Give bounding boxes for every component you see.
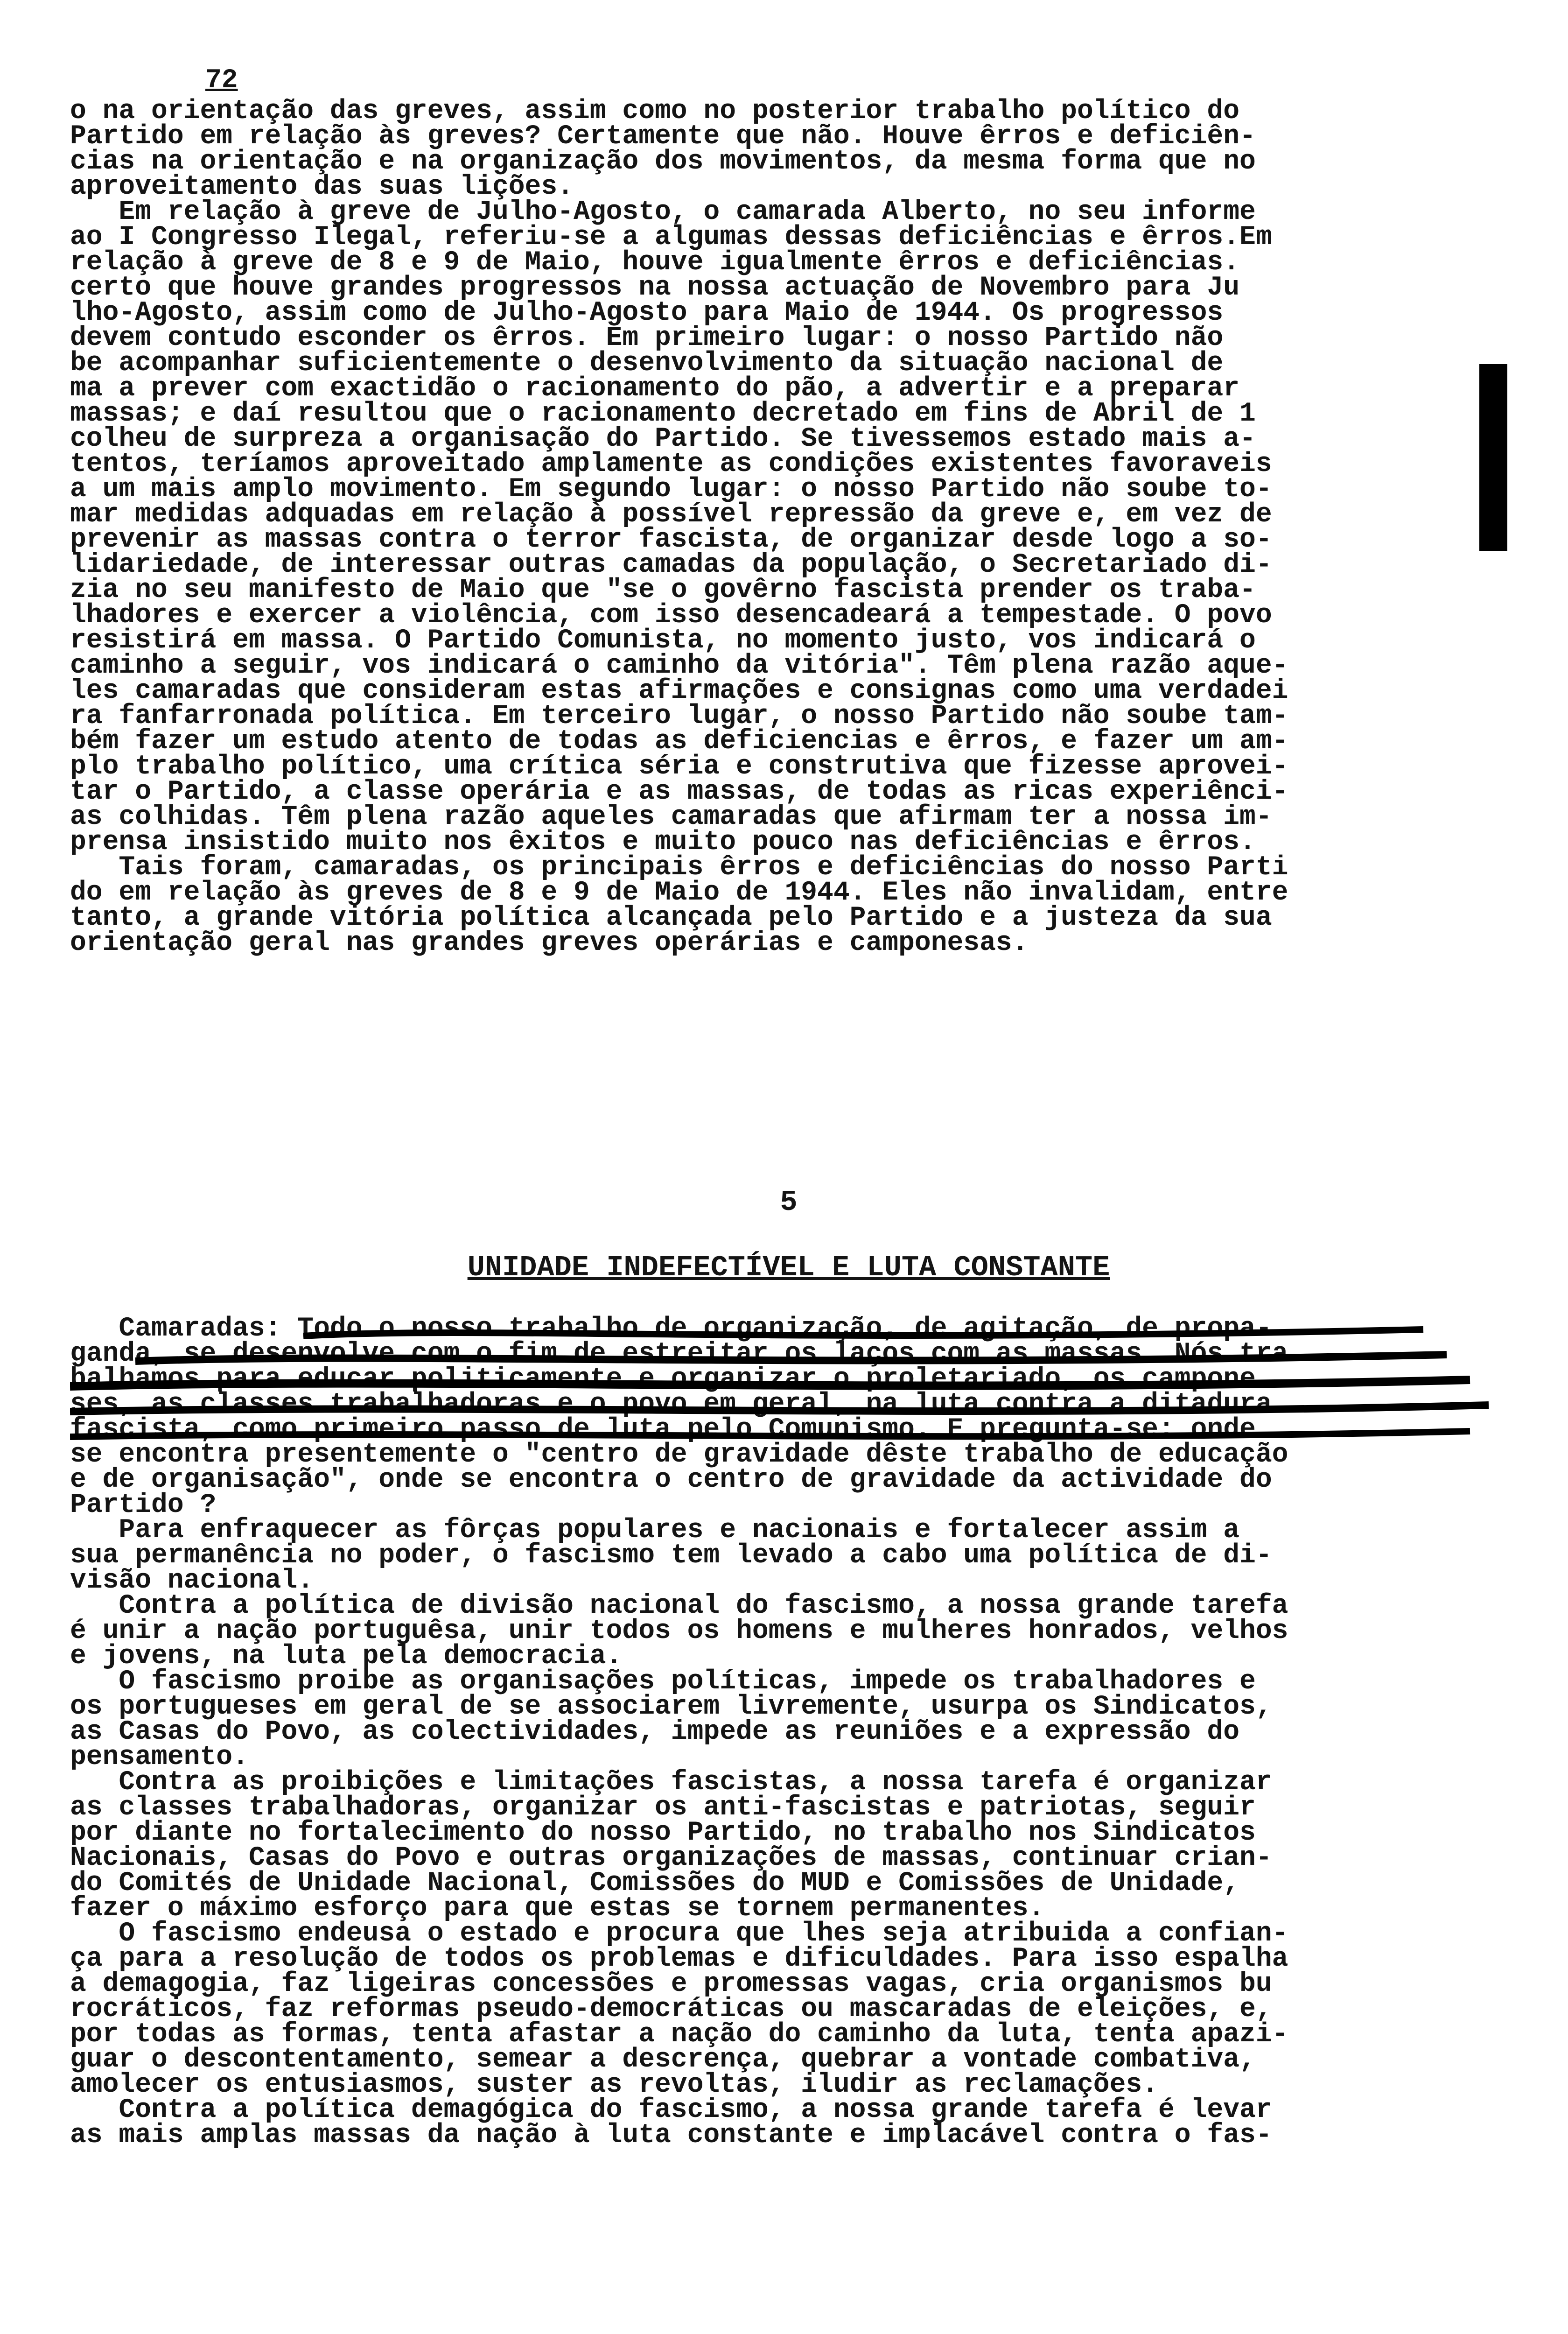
section-number: 5 <box>780 1186 798 1219</box>
text-line: as Casas do Povo, as colectividades, impede as reuniões e a expressão do <box>70 1717 1240 1747</box>
text-line: sua permanência no poder, o fascismo tem levado a cabo uma política de di- <box>70 1540 1272 1571</box>
text-line: be acompanhar suficientemente o desenvolvimento da situação nacional de <box>70 348 1224 379</box>
text-line: ses, as classes trabalhadoras e o povo em geral, na luta contra a ditadura <box>70 1389 1272 1420</box>
text-line: cias na orientação e na organização dos movimentos, da mesma forma que no <box>70 147 1256 177</box>
text-line: mar medidas adquadas em relação à possível repressão da greve e, em vez de <box>70 499 1272 530</box>
text-line: aproveitamento das suas lições. <box>70 172 574 202</box>
text-line: por diante no fortalecimento do nosso Partido, no trabalho nos Sindicatos <box>70 1818 1256 1848</box>
text-line: relação à greve de 8 e 9 de Maio, houve igualmente êrros e deficiências. <box>70 247 1240 278</box>
text-line: e jovens, na luta pela democracia. <box>70 1641 623 1672</box>
text-line: visão nacional. <box>70 1566 314 1596</box>
text-line: Nacionais, Casas do Povo e outras organizações de massas, continuar crian- <box>70 1843 1272 1873</box>
text-line: Camaradas: Todo o nosso trabalho de organização, de agitação, de propa- <box>70 1314 1272 1344</box>
text-line: do em relação às greves de 8 e 9 de Maio de 1944. Eles não invalidam, entre <box>70 878 1288 908</box>
text-line: massas; e daí resultou que o racionamento decretado em fins de Abril de 1 <box>70 399 1256 429</box>
text-line: é unir a nação portuguêsa, unir todos os homens e mulheres honrados, velhos <box>70 1616 1288 1646</box>
text-line: Contra as proibições e limitações fascistas, a nossa tarefa é organizar <box>70 1767 1272 1798</box>
text-line: lho-Agosto, assim como de Julho-Agosto para Maio de 1944. Os progressos <box>70 298 1224 328</box>
text-line: ganda, se desenvolve com o fim de estreitar os laços com as massas. Nós tra <box>70 1339 1288 1369</box>
text-line: bém fazer um estudo atento de todas as deficiencias e êrros, e fazer um am- <box>70 726 1288 757</box>
text-line: prensa insistido muito nos êxitos e muito pouco nas deficiências e êrros. <box>70 827 1256 858</box>
document-page <box>70 65 1507 2334</box>
text-line: resistirá em massa. O Partido Comunista, no momento justo, vos indicará o <box>70 626 1256 656</box>
text-line: zia no seu manifesto de Maio que "se o govêrno fascista prender os traba- <box>70 575 1256 605</box>
text-line: ra fanfarronada política. Em terceiro lugar, o nosso Partido não soube tam- <box>70 701 1288 731</box>
text-line: ça para a resolução de todos os problemas e dificuldades. Para isso espalha <box>70 1944 1288 1974</box>
text-line: as mais amplas massas da nação à luta constante e implacável contra o fas- <box>70 2120 1272 2151</box>
text-line: ma a prever com exactidão o racionamento do pão, a advertir e a preparar <box>70 373 1240 404</box>
text-line: certo que houve grandes progressos na nossa actuação de Novembro para Ju <box>70 273 1240 303</box>
text-line: as classes trabalhadoras, organizar os anti-fascistas e patriotas, seguir <box>70 1793 1256 1823</box>
text-line: por todas as formas, tenta afastar a nação do caminho da luta, tenta apazi- <box>70 2019 1288 2050</box>
text-line: les camaradas que consideram estas afirmações e consignas como uma verdadei <box>70 676 1288 706</box>
text-line: se encontra presentemente o "centro de gravidade dêste trabalho de educação <box>70 1440 1288 1470</box>
body-text-lower <box>70 1314 1507 2151</box>
text-line: colheu de surpreza a organisação do Partido. Se tivessemos estado mais a- <box>70 424 1256 454</box>
text-line: Contra a política de divisão nacional do fascismo, a nossa grande tarefa <box>70 1591 1288 1621</box>
text-line: pensamento. <box>70 1742 249 1772</box>
text-line: tentos, teríamos aproveitado amplamente as condições existentes favoraveis <box>70 449 1272 479</box>
text-line: prevenir as massas contra o terror fascista, de organizar desde logo a so- <box>70 525 1272 555</box>
body-text-upper <box>70 96 1507 958</box>
text-line: orientação geral nas grandes greves operárias e camponesas. <box>70 928 1029 958</box>
text-line: o na orientação das greves, assim como no posterior trabalho político do <box>70 96 1240 127</box>
text-line: balhamos para educar politicamente e organizar o proletariado, os campone <box>70 1364 1256 1394</box>
text-line: devem contudo esconder os êrros. Em primeiro lugar: o nosso Partido não <box>70 323 1224 353</box>
text-line: amolecer os entusiasmos, suster as revoltas, iludir as reclamações. <box>70 2070 1158 2100</box>
text-line: do Comités de Unidade Nacional, Comissões do MUD e Comissões de Unidade, <box>70 1868 1240 1898</box>
text-line: rocráticos, faz reformas pseudo-democráticas ou mascaradas de eleições, e, <box>70 1994 1272 2025</box>
text-line: Tais foram, camaradas, os principais êrros e deficiências do nosso Parti <box>70 852 1288 883</box>
text-line: O fascismo proibe as organisações políticas, impede os trabalhadores e <box>70 1666 1256 1697</box>
text-line: plo trabalho político, uma crítica séria e construtiva que fizesse aprovei- <box>70 752 1288 782</box>
redaction-mark <box>1479 364 1507 551</box>
text-line: tar o Partido, a classe operária e as massas, de todas as ricas experiênci- <box>70 777 1288 807</box>
page-number: 72 <box>205 65 238 96</box>
text-line: os portugueses em geral de se associarem livremente, usurpa os Sindicatos, <box>70 1692 1272 1722</box>
text-line: Para enfraquecer as fôrças populares e nacionais e fortalecer assim a <box>70 1515 1240 1546</box>
text-line: ao I Congresso Ilegal, referiu-se a algumas dessas deficiências e êrros.Em <box>70 222 1272 253</box>
text-line: lhadores e exercer a violência, com isso desencadeará a tempestade. O povo <box>70 600 1272 631</box>
text-line: Contra a política demagógica do fascismo, a nossa grande tarefa é levar <box>70 2095 1272 2125</box>
text-line: a um mais amplo movimento. Em segundo lugar: o nosso Partido não soube to- <box>70 474 1272 505</box>
section-title: UNIDADE INDEFECTÍVEL E LUTA CONSTANTE <box>467 1251 1110 1284</box>
text-line: as colhidas. Têm plena razão aqueles camaradas que afirmam ter a nossa im- <box>70 802 1272 832</box>
text-line: lidariedade, de interessar outras camadas da população, o Secretariado di- <box>70 550 1272 580</box>
text-line: tanto, a grande vitória política alcançada pelo Partido e a justeza da sua <box>70 903 1272 933</box>
text-line: O fascismo endeusa o estado e procura que lhes seja atribuida a confian- <box>70 1919 1288 1949</box>
text-line: e de organisação", onde se encontra o centro de gravidade da actividade do <box>70 1465 1272 1495</box>
text-line: Partido em relação às greves? Certamente que não. Houve êrros e deficiên- <box>70 121 1256 152</box>
text-line: Em relação à greve de Julho-Agosto, o camarada Alberto, no seu informe <box>70 197 1256 227</box>
text-line: guar o descontentamento, semear a descrença, quebrar a vontade combativa, <box>70 2045 1256 2075</box>
text-line: fascista, como primeiro passo de luta pelo Comunismo. E pregunta-se: onde <box>70 1414 1256 1445</box>
text-line: fazer o máximo esforço para que estas se tornem permanentes. <box>70 1893 1045 1924</box>
text-line: Partido ? <box>70 1490 217 1520</box>
text-line: a demagogia, faz ligeiras concessões e promessas vagas, cria organismos bu <box>70 1969 1272 1999</box>
text-line: caminho a seguir, vos indicará o caminho da vitória". Têm plena razão aque- <box>70 651 1288 681</box>
